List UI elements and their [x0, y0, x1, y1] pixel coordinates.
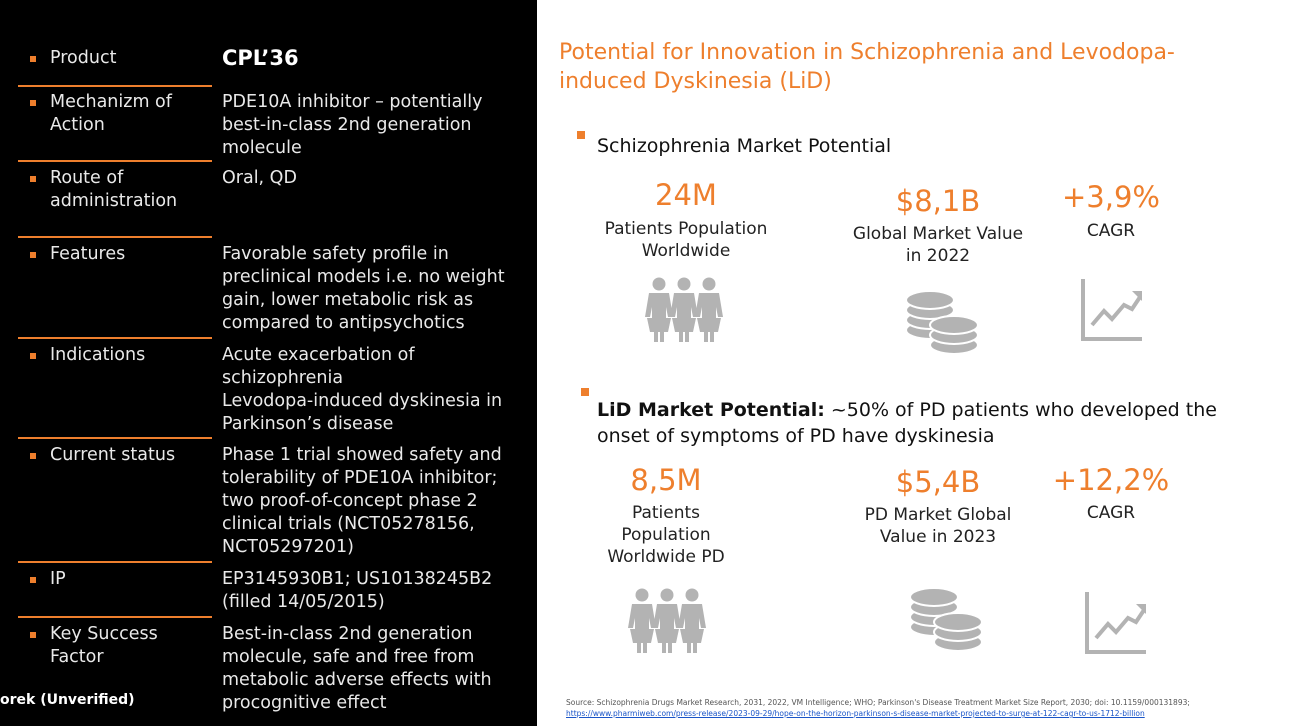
- row-divider: [18, 616, 212, 618]
- stat-value: $5,4B: [895, 465, 981, 499]
- lid-heading: [597, 397, 1257, 449]
- coins-icon: [906, 587, 986, 653]
- stat-label: PD Market Global Value in 2023: [864, 505, 1012, 547]
- people-icon: [627, 587, 707, 653]
- row-value: Favorable safety profile in preclinical models i.e. no weight gain, lower metabolic risk as compared to antipsychotics: [222, 244, 505, 333]
- bullet-marker: [30, 453, 36, 459]
- row-divider: [18, 561, 212, 563]
- page-title: Potential for Innovation in Schizophrenia and Levodopa-induced Dyskinesia (LiD): [559, 40, 1175, 94]
- row-value: Oral, QD: [222, 168, 297, 188]
- bullet-marker: [30, 577, 36, 583]
- bullet-marker: [30, 56, 36, 62]
- stat-label: CAGR: [1086, 221, 1136, 241]
- row-divider: [18, 160, 212, 162]
- stat-value: 24M: [655, 178, 717, 212]
- section-bullet: [581, 388, 589, 396]
- schizophrenia-heading: Schizophrenia Market Potential: [597, 135, 892, 157]
- source-text: Source: Schizophrenia Drugs Market Research, 2031, 2022, VM Intelligence; WHO; Parkinson's Disease Treatment Market Size Report, 2030; doi: 10.1159/000131893;: [566, 698, 1190, 707]
- row-divider: [18, 85, 212, 87]
- row-value: Phase 1 trial showed safety and tolerability of PDE10A inhibitor; two proof-of-concept phase 2 clinical trials (NCT05278156, NCT05297201): [222, 445, 502, 557]
- growth-chart-icon: [1084, 592, 1148, 656]
- row-divider: [18, 437, 212, 439]
- source-footnote: [566, 697, 1266, 719]
- bullet-marker: [30, 100, 36, 106]
- stat-value: +12,2%: [1052, 463, 1170, 497]
- product-info-panel: [0, 0, 537, 726]
- presenter-name-label: orek (Unverified): [0, 692, 135, 708]
- row-divider: [18, 337, 212, 339]
- section-bullet: [577, 131, 585, 139]
- lid-heading-bold: LiD Market Potential:: [597, 399, 825, 421]
- stat-label: Global Market Value in 2022: [852, 224, 1024, 266]
- row-label: Route of administration: [50, 168, 178, 211]
- source-link[interactable]: https://www.pharmiweb.com/press-release/2023-09-29/hope-on-the-horizon-parkinson-s-disease-market-projected-to-surge-at-122-cagr-to-us-1712-billion: [566, 709, 1145, 718]
- lid-heading-rest: ~50% of PD patients who developed the onset of symptoms of PD have dyskinesia: [597, 399, 1217, 447]
- stat-label: Patients Population Worldwide PD: [607, 503, 725, 567]
- stat-value: 8,5M: [630, 463, 702, 497]
- row-label: Features: [50, 244, 126, 264]
- row-divider: [18, 236, 212, 238]
- row-label: Product: [50, 48, 117, 68]
- stat-value: $8,1B: [895, 184, 981, 218]
- bullet-marker: [30, 176, 36, 182]
- growth-chart-icon: [1080, 279, 1144, 343]
- row-value: Acute exacerbation of schizophrenia Levodopa-induced dyskinesia in Parkinson’s disease: [222, 345, 503, 434]
- row-label: Mechanizm of Action: [50, 92, 172, 135]
- row-value: Best-in-class 2nd generation molecule, safe and free from metabolic adverse effects with procognitive effect: [222, 624, 492, 713]
- row-value: PDE10A inhibitor – potentially best-in-class 2nd generation molecule: [222, 92, 483, 158]
- stat-value: +3,9%: [1062, 180, 1160, 214]
- bullet-marker: [30, 353, 36, 359]
- bullet-marker: [30, 252, 36, 258]
- row-label: Current status: [50, 445, 176, 465]
- row-label: IP: [50, 569, 66, 589]
- row-value: CPL’36: [222, 46, 299, 70]
- stat-label: Patients Population Worldwide: [604, 219, 768, 261]
- stat-label: CAGR: [1086, 503, 1136, 523]
- row-label: Key Success Factor: [50, 624, 158, 667]
- bullet-marker: [30, 632, 36, 638]
- people-icon: [644, 276, 724, 342]
- row-label: Indications: [50, 345, 146, 365]
- coins-icon: [902, 290, 982, 356]
- row-value: EP3145930B1; US10138245B2 (filled 14/05/2015): [222, 569, 493, 612]
